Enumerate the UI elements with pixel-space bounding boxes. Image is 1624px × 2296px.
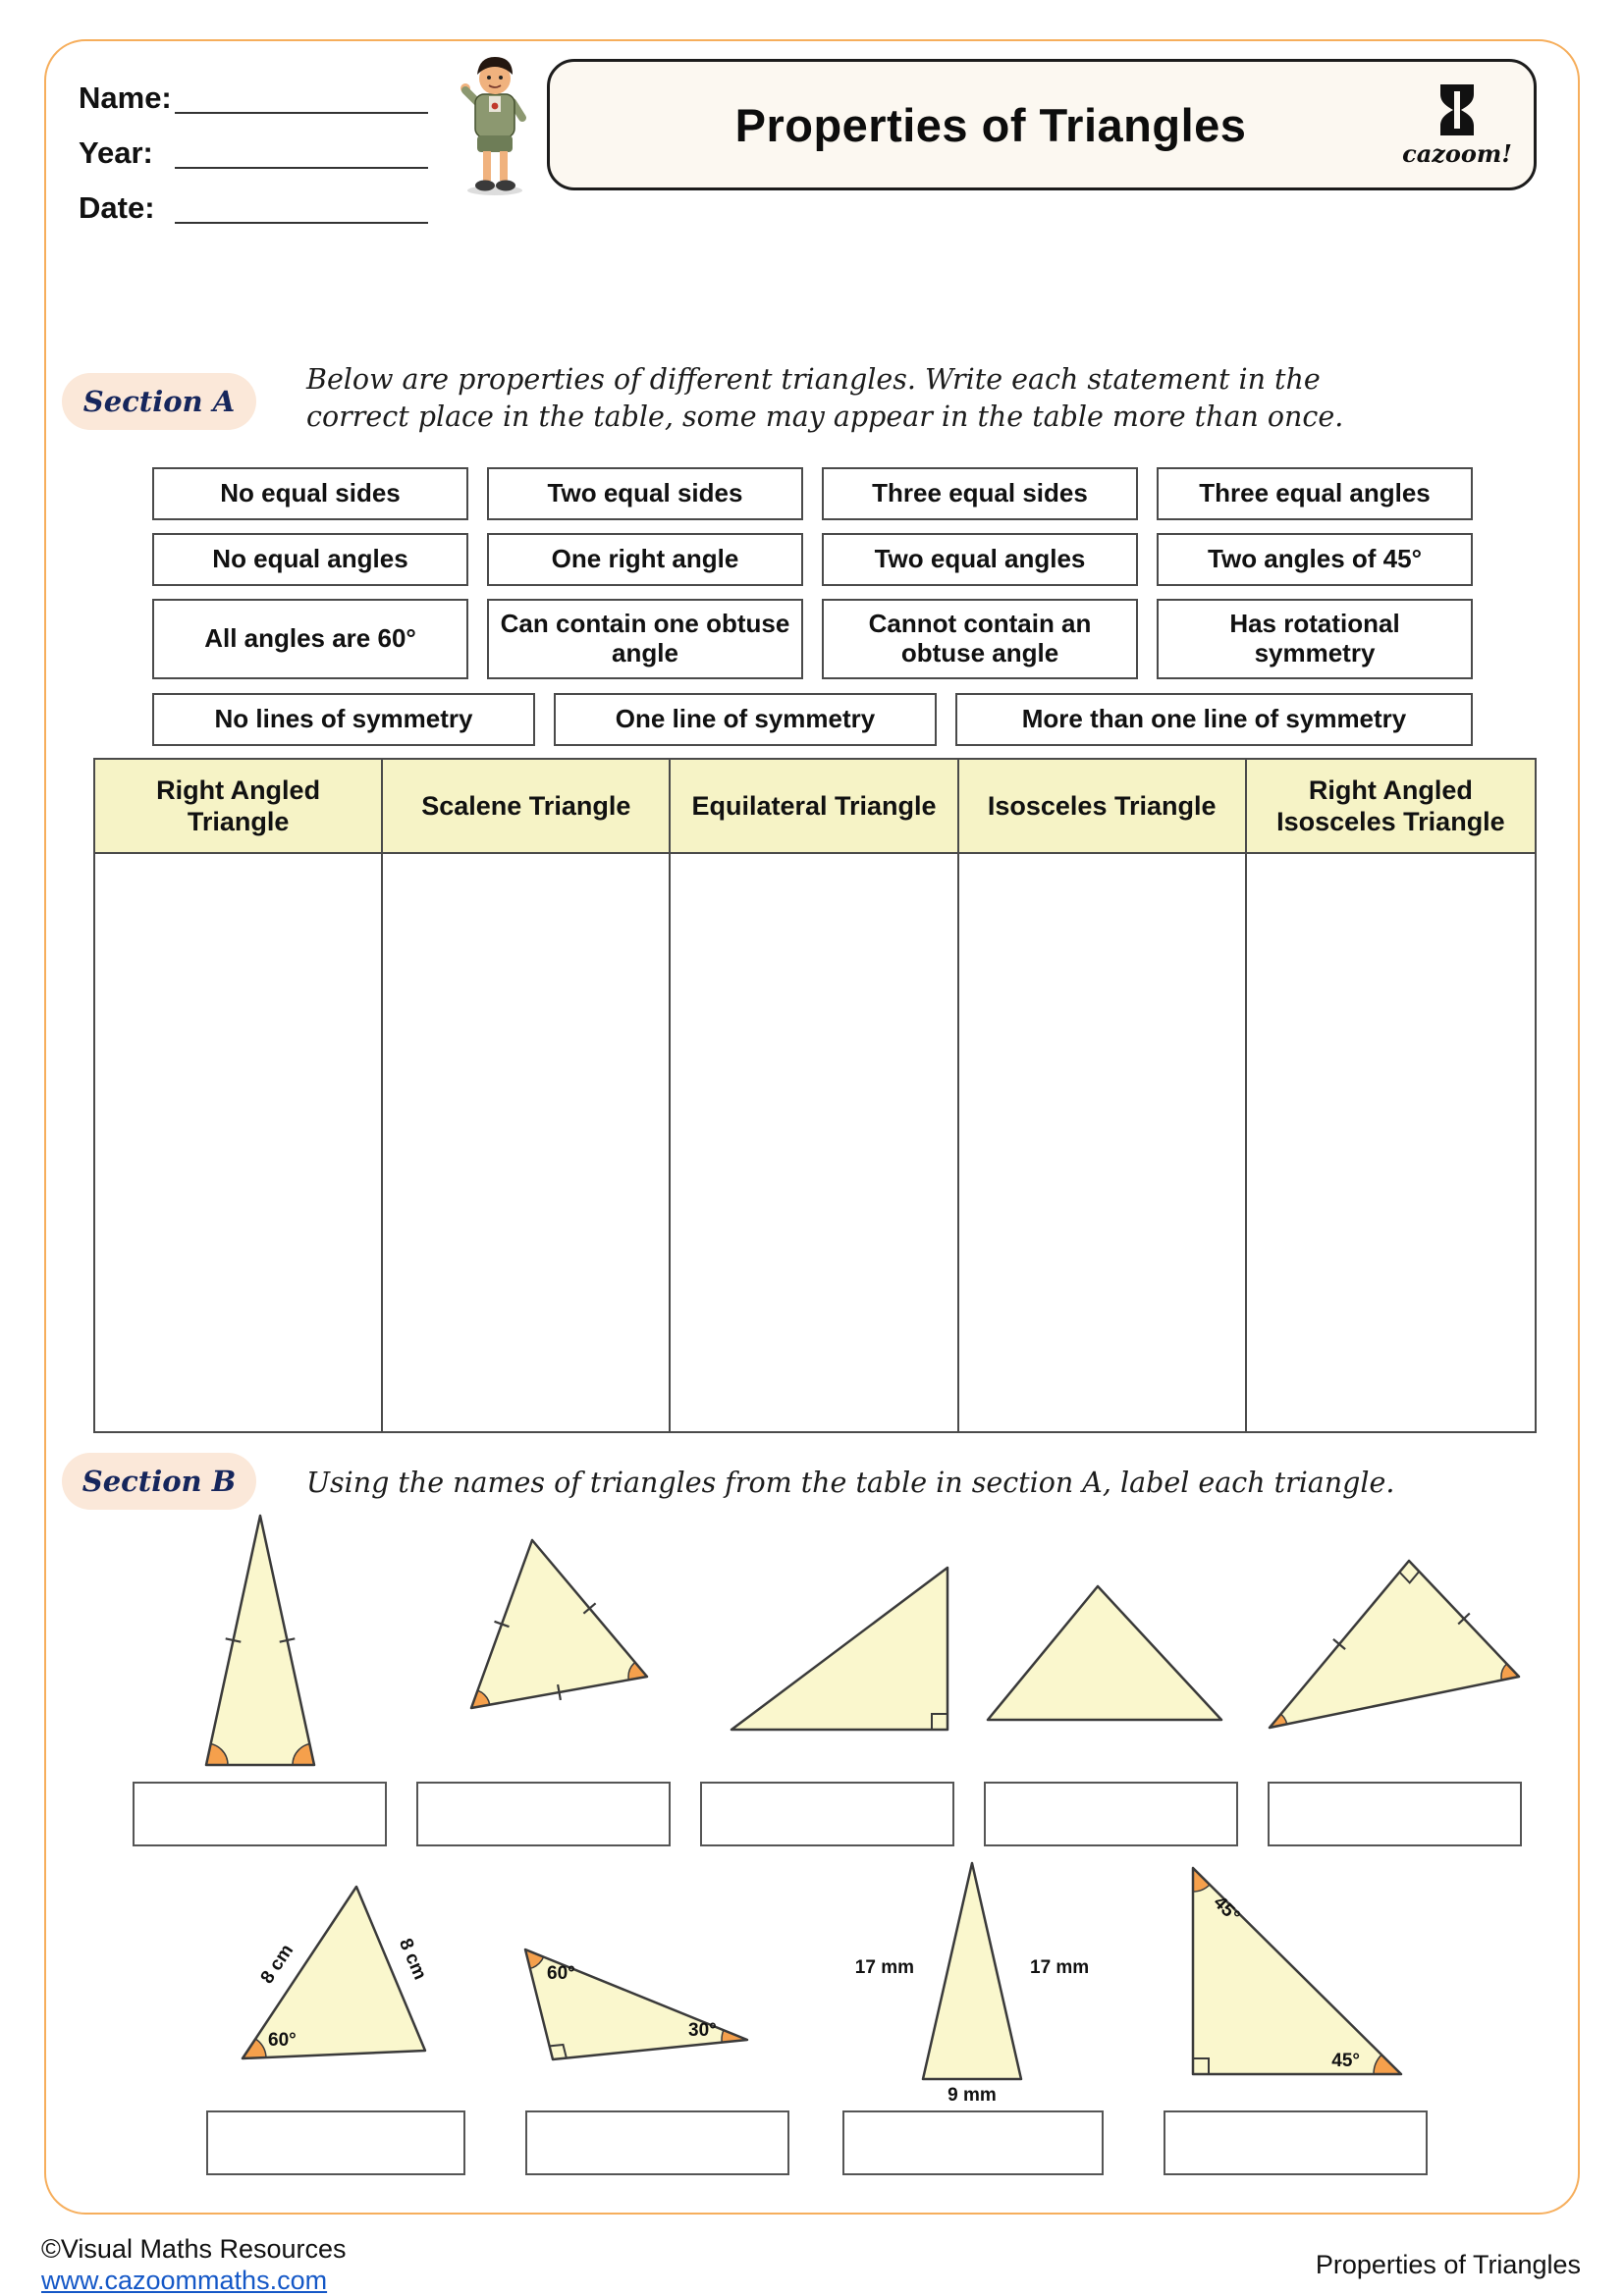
side-length-label: 17 mm	[854, 1957, 914, 1978]
name-line	[175, 112, 428, 114]
triangle-figure-equilateral	[437, 1536, 663, 1752]
section-b-instruction: Using the names of triangles from the table in section A, label each triangle.	[306, 1467, 1395, 1499]
statement-box: One line of symmetry	[554, 693, 937, 746]
triangle-figure-right-angled	[722, 1556, 957, 1737]
side-length-label: 17 mm	[1030, 1957, 1090, 1978]
table-header-cell: Scalene Triangle	[383, 760, 671, 854]
statement-box: Two equal sides	[487, 467, 803, 520]
brand-wordmark: cazoom!	[1402, 138, 1512, 168]
statement-box: Cannot contain an obtuse angle	[822, 599, 1138, 679]
statement-box: All angles are 60°	[152, 599, 468, 679]
table-answer-cell	[959, 854, 1247, 1431]
statement-box: Three equal angles	[1157, 467, 1473, 520]
statement-box: Can contain one obtuse angle	[487, 599, 803, 679]
angle-label: 60°	[547, 1963, 575, 1984]
triangle-figure-8cm-isosceles	[231, 1877, 447, 2068]
section-a-instruction: Below are properties of different triangles. Write each statement in the correct place in the table, some may appear in the table more than once.	[306, 363, 1344, 434]
page-title: Properties of Triangles	[734, 98, 1247, 151]
label-answer-box	[1164, 2110, 1428, 2175]
triangle-properties-table	[93, 758, 1537, 1433]
angle-label: 30°	[688, 2020, 717, 2041]
table-answer-cell	[95, 854, 383, 1431]
label-answer-box	[133, 1782, 387, 1846]
table-header-cell: Isosceles Triangle	[959, 760, 1247, 854]
year-line	[175, 167, 428, 169]
table-answer-cell	[1247, 854, 1535, 1431]
statement-box: Two equal angles	[822, 533, 1138, 586]
side-length-label: 9 mm	[947, 2085, 997, 2104]
date-line	[175, 222, 428, 224]
angle-label: 60°	[268, 2030, 297, 2051]
statement-box: Three equal sides	[822, 467, 1138, 520]
triangle-figure-60-30-right	[496, 1942, 761, 2074]
statement-box: No lines of symmetry	[152, 693, 535, 746]
copyright-text: ©Visual Maths Resources	[41, 2234, 347, 2264]
label-answer-box	[206, 2110, 465, 2175]
label-answer-box	[842, 2110, 1104, 2175]
label-answer-box	[416, 1782, 671, 1846]
statement-box: Two angles of 45°	[1157, 533, 1473, 586]
statement-box: More than one line of symmetry	[955, 693, 1473, 746]
name-label: Name:	[79, 80, 172, 115]
side-length-label: 8 cm	[256, 1941, 298, 1988]
label-answer-box	[700, 1782, 954, 1846]
table-answer-cell	[383, 854, 671, 1431]
section-b-label: Section B	[62, 1453, 256, 1510]
boy-cartoon-illustration	[444, 49, 547, 196]
table-header-cell: Right Angled Triangle	[95, 760, 383, 854]
statement-box: No equal angles	[152, 533, 468, 586]
label-answer-box	[1268, 1782, 1522, 1846]
statement-box: One right angle	[487, 533, 803, 586]
label-answer-box	[525, 2110, 789, 2175]
triangle-figure-scalene	[982, 1578, 1227, 1726]
statement-box: No equal sides	[152, 467, 468, 520]
title-box	[547, 59, 1537, 190]
website-link[interactable]: www.cazoommaths.com	[41, 2266, 328, 2295]
angle-label: 45°	[1209, 1892, 1244, 1927]
footer-doc-title: Properties of Triangles	[1315, 2250, 1581, 2279]
date-label: Date:	[79, 190, 155, 225]
triangle-figure-17mm-isosceles	[839, 1853, 1105, 2104]
triangle-figure-right-angled-isosceles	[1262, 1549, 1527, 1737]
label-answer-box	[984, 1782, 1238, 1846]
year-label: Year:	[79, 135, 153, 170]
triangle-figure-45-45-right-isosceles	[1164, 1858, 1419, 2092]
table-answer-cell	[671, 854, 958, 1431]
table-header-cell: Equilateral Triangle	[671, 760, 958, 854]
table-header-cell: Right Angled Isosceles Triangle	[1247, 760, 1535, 854]
brand-block	[1402, 82, 1512, 168]
section-a-label: Section A	[62, 373, 256, 430]
triangle-figure-isosceles	[172, 1510, 349, 1773]
cazoom-logo-icon	[1435, 82, 1480, 137]
statement-box: Has rotational symmetry	[1157, 599, 1473, 679]
angle-label: 45°	[1331, 2051, 1360, 2071]
side-length-label: 8 cm	[394, 1935, 431, 1983]
